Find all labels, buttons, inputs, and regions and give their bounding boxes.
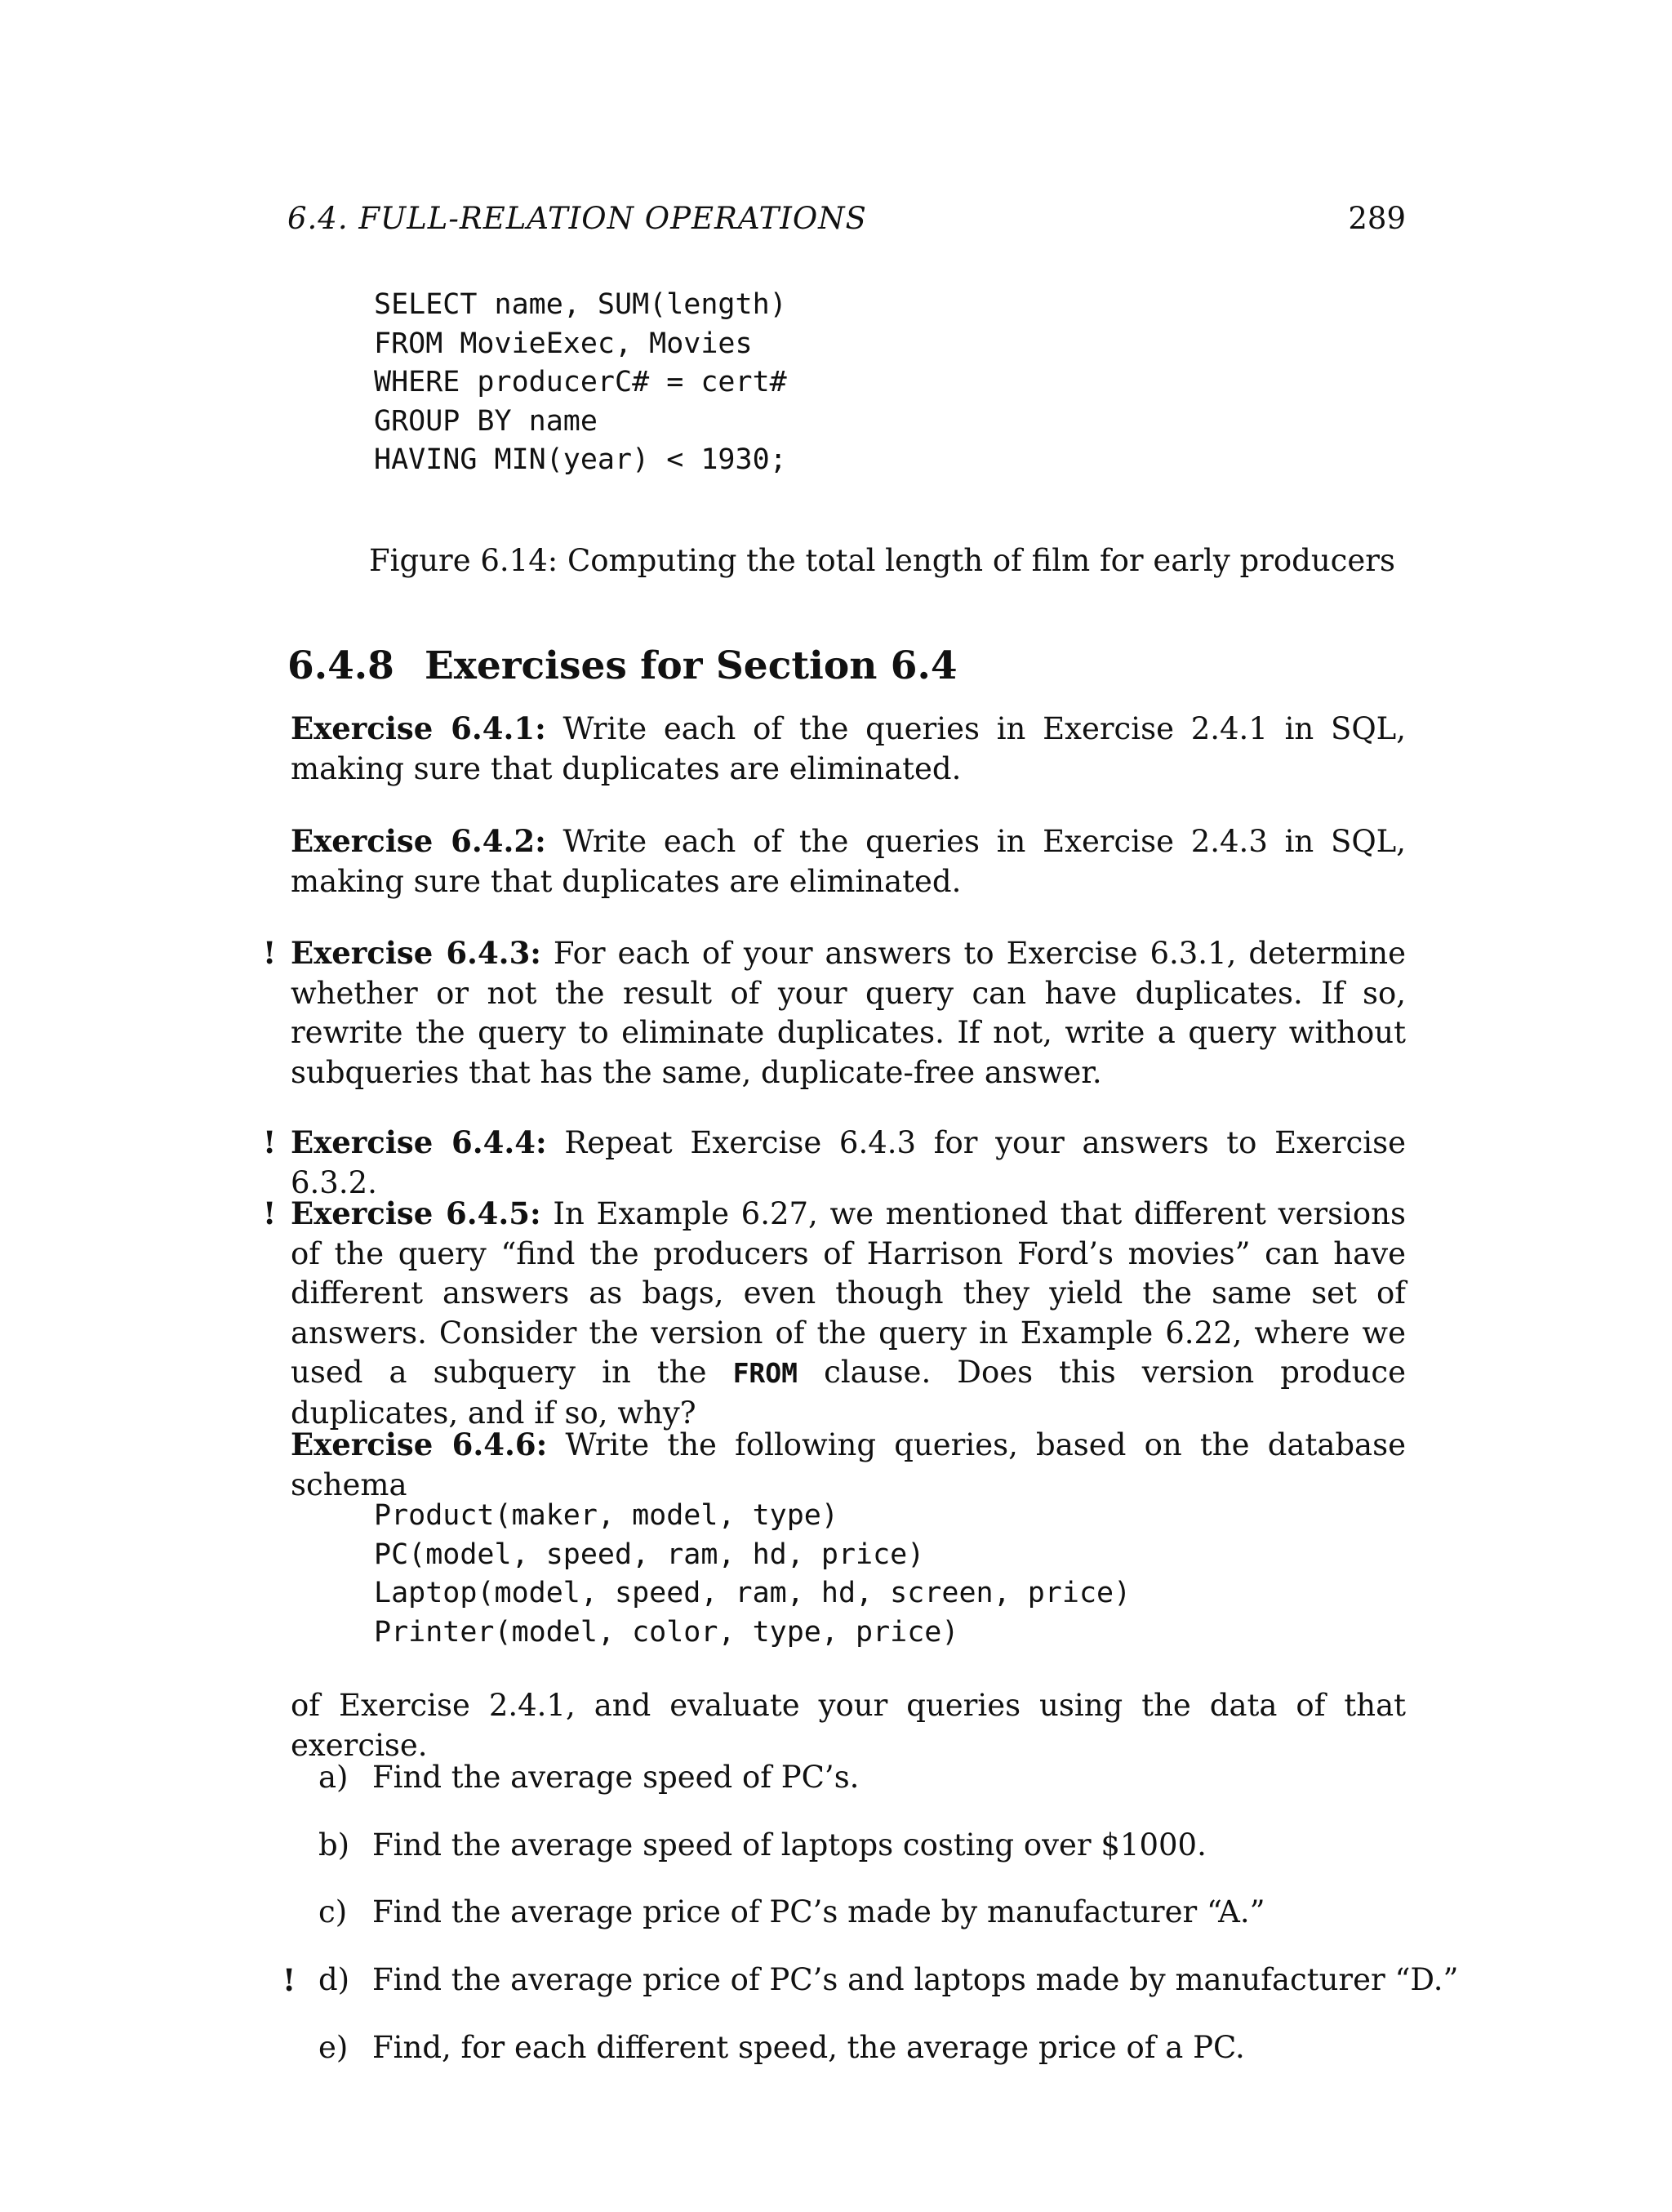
- exercise-paragraph: [263, 1194, 1407, 1433]
- exercise-paragraph: [291, 821, 1406, 901]
- exercise-paragraph: [291, 709, 1406, 789]
- list-marker: e): [318, 2030, 349, 2065]
- difficulty-mark: !: [263, 935, 277, 971]
- sql-code-block: [374, 286, 787, 480]
- list-marker: d): [318, 1962, 350, 1997]
- code-line: HAVING MIN(year) < 1930;: [374, 443, 787, 476]
- schema-line: PC(model, speed, ram, hd, price): [374, 1538, 925, 1571]
- exercise-label: Exercise 6.4.6:: [291, 1426, 548, 1462]
- exercise-text: Write each of the queries in Exercise 2.4.1 in SQL, making sure that duplicates are eliminated.: [291, 711, 1406, 786]
- section-number: 6.4.8: [287, 643, 394, 688]
- exercise-text: Write each of the queries in Exercise 2.4.3 in SQL, making sure that duplicates are eliminated.: [291, 824, 1406, 899]
- code-line: GROUP BY name: [374, 404, 598, 438]
- list-item-text: Find the average price of PC’s and laptops made by manufacturer “D.”: [372, 1962, 1459, 1997]
- difficulty-mark: !: [263, 1195, 277, 1231]
- exercise-text: Repeat Exercise 6.4.3 for your answers to Exercise 6.3.2.: [291, 1125, 1406, 1200]
- schema-line: Product(maker, model, type): [374, 1499, 838, 1532]
- schema-line: Printer(model, color, type, price): [374, 1615, 959, 1649]
- list-item-text: Find the average price of PC’s made by manufacturer “A.”: [372, 1894, 1265, 1929]
- figure-caption: Figure 6.14: Computing the total length of film for early producers: [369, 543, 1395, 578]
- list-item-text: Find the average speed of laptops costing over $1000.: [372, 1827, 1207, 1863]
- list-item: [318, 2030, 1404, 2065]
- list-item-text: Find, for each different speed, the average price of a PC.: [372, 2030, 1245, 2065]
- list-item: [318, 1827, 1404, 1863]
- list-item-text: Find the average speed of PC’s.: [372, 1760, 860, 1795]
- list-marker: a): [318, 1760, 349, 1795]
- exercise-paragraph: [263, 933, 1406, 1093]
- difficulty-mark: !: [263, 1124, 277, 1160]
- exercise-text: For each of your answers to Exercise 6.3.1, determine whether or not the result of your query can have duplicates. If so, rewrite the query to eliminate duplicates. If not, write a query without subqueries that has the same, duplicate-free answer.: [291, 936, 1406, 1090]
- list-marker: b): [318, 1827, 350, 1863]
- exercise-text: In Example 6.27, we mentioned that different versions of the query “find the producers of Harrison Ford’s movies” can have different answers as bags, even though they yield the same set of answers. Consider the version of the query in Example 6.22, where we used a subquery in the: [291, 1196, 1406, 1390]
- section-heading: [287, 643, 958, 688]
- body-text: of Exercise 2.4.1, and evaluate your queries using the data of that exercise.: [291, 1688, 1406, 1763]
- list-item: [318, 1894, 1404, 1929]
- schema-code-block: [374, 1497, 1131, 1652]
- exercise-paragraph: [263, 1123, 1406, 1203]
- code-line: WHERE producerC# = cert#: [374, 366, 787, 398]
- difficulty-mark: !: [282, 1962, 296, 1998]
- running-head: [287, 201, 1406, 236]
- exercise-label: Exercise 6.4.4:: [291, 1124, 547, 1160]
- exercise-label: Exercise 6.4.5:: [291, 1195, 541, 1231]
- exercise-text: clause. Does this version produce duplicates, and if so, why?: [291, 1355, 1407, 1431]
- exercise-label: Exercise 6.4.3:: [291, 935, 541, 971]
- code-line: FROM MovieExec, Movies: [374, 327, 753, 360]
- page-number: 289: [1348, 201, 1406, 236]
- sql-keyword: FROM: [732, 1357, 798, 1389]
- section-running-title: 6.4. FULL-RELATION OPERATIONS: [287, 201, 867, 236]
- list-item: [282, 1962, 1459, 1998]
- exercise-label: Exercise 6.4.2:: [291, 823, 546, 859]
- list-item: [318, 1760, 1404, 1795]
- exercise-label: Exercise 6.4.1:: [291, 710, 546, 746]
- exercise-text: Write the following queries, based on the database schema: [291, 1427, 1407, 1502]
- list-marker: c): [318, 1894, 348, 1929]
- code-line: SELECT name, SUM(length): [374, 288, 787, 321]
- schema-line: Laptop(model, speed, ram, hd, screen, price): [374, 1577, 1132, 1609]
- exercise-paragraph: [291, 1425, 1406, 1505]
- section-title: Exercises for Section 6.4: [425, 643, 958, 688]
